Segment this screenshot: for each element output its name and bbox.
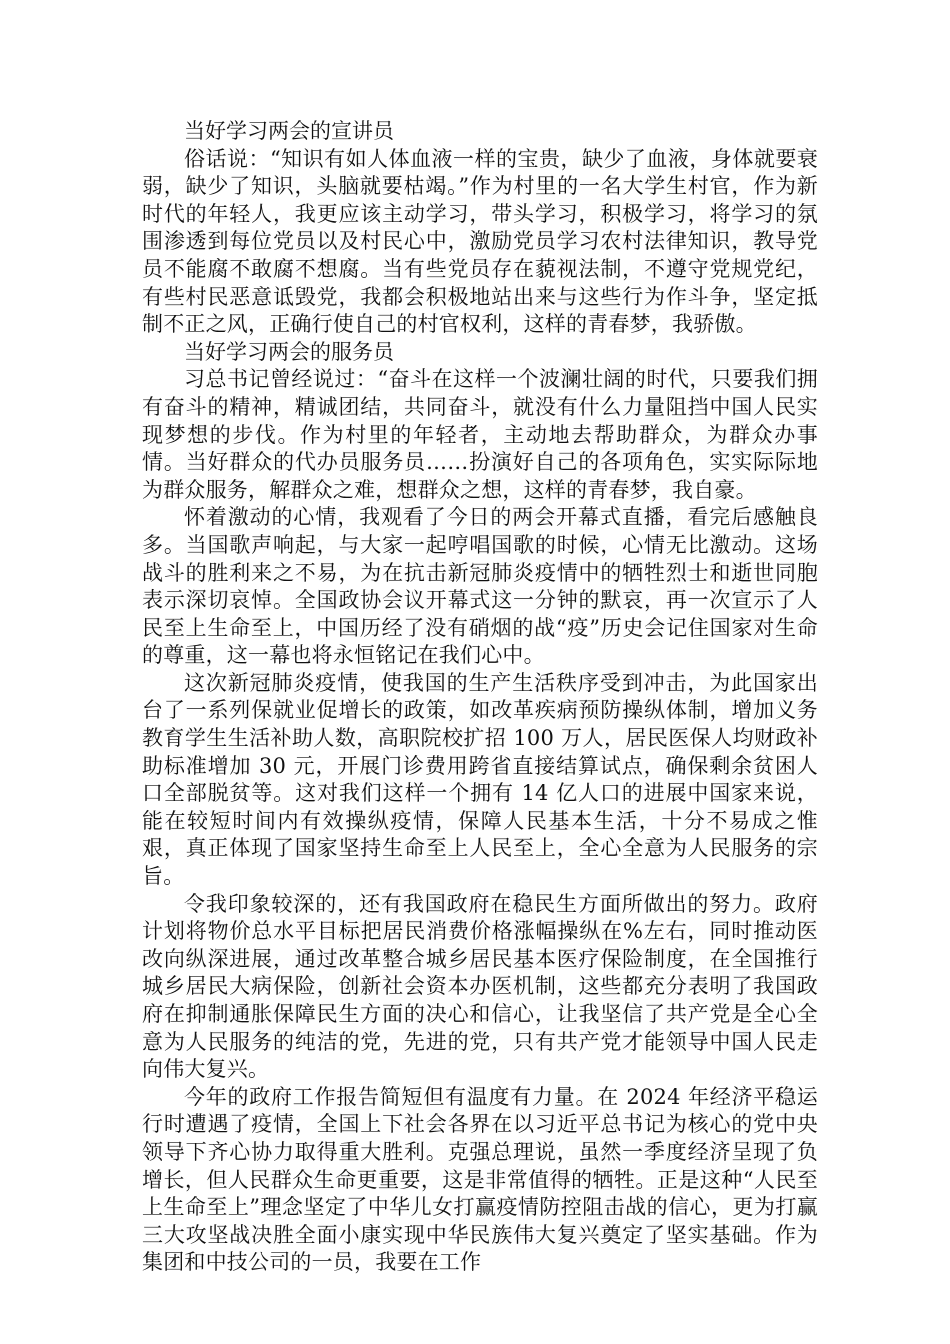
paragraph-5: 令我印象较深的，还有我国政府在稳民生方面所做出的努力。政府计划将物价总水平目标把居民消费价格涨幅操纵在%左右，同时推动医改向纵深进展，通过改革整合城乡居民基本医疗保险制度，在全国推行城乡居民大病保险，创新社会资本办医机制，这些都充分表明了我国政府在抑制通胀保障民生方面的决心和信心，让我坚信了共产党是全心全意为人民服务的纯洁的党，先进的党，只有共产党才能领导中国人民走向伟大复兴。 — [142, 891, 818, 1082]
paragraph-4: 这次新冠肺炎疫情，使我国的生产生活秩序受到冲击，为此国家出台了一系列保就业促增长的政策，如改革疾病预防操纵体制，增加义务教育学生生活补助人数，高职院校扩招 100 万人，居民医保人均财政补助标准增加 30 元，开展门诊费用跨省直接结算试点，确保剩余贫困人口全部脱贫等。这对我们这样一个拥有 14 亿人口的进展中国家来说，能在较短时间内有效操纵疫情，保障人民基本生活，十分不易成之惟艰，真正体现了国家坚持生命至上人民至上，全心全意为人民服务的宗旨。 — [142, 670, 818, 889]
section-heading-2: 当好学习两会的服务员 — [184, 339, 394, 364]
paragraph-6: 今年的政府工作报告简短但有温度有力量。在 2024 年经济平稳运行时遭遇了疫情，全国上下社会各界在以习近平总书记为核心的党中央领导下齐心协力取得重大胜利。克强总理说，虽然一季度经济呈现了负增长，但人民群众生命更重要，这是非常值得的牺牲。正是这种“人民至上生命至上”理念坚定了中华儿女打赢疫情防控阻击战的信心，更为打赢三大攻坚战决胜全面小康实现中华民族伟大复兴奠定了坚实基础。作为集团和中技公司的一员，我要在工作 — [142, 1084, 818, 1275]
document-page — [142, 118, 818, 1277]
paragraph-3: 怀着激动的心情，我观看了今日的两会开幕式直播，看完后感触良多。当国歌声响起，与大家一起哼唱国歌的时候，心情无比激动。这场战斗的胜利来之不易，为在抗击新冠肺炎疫情中的牺牲烈士和逝世同胞表示深切哀悼。全国政协会议开幕式这一分钟的默哀，再一次宣示了人民至上生命至上，中国历经了没有硝烟的战“疫”历史会记住国家对生命的尊重，这一幕也将永恒铭记在我们心中。 — [142, 505, 818, 668]
section-heading-1: 当好学习两会的宣讲员 — [184, 119, 394, 143]
paragraph-2: 习总书记曾经说过：“奋斗在这样一个波澜壮阔的时代，只要我们拥有奋斗的精神，精诚团结，共同奋斗，就没有什么力量阻挡中国人民实现梦想的步伐。作为村里的年轻者，主动地去帮助群众，为群众办事情。当好群众的代办员服务员……扮演好自己的各项角色，实实际际地为群众服务，解群众之难，想群众之想，这样的青春梦，我自豪。 — [142, 367, 818, 502]
paragraph-1: 俗话说：“知识有如人体血液一样的宝贵，缺少了血液，身体就要衰弱，缺少了知识，头脑就要枯竭。”作为村里的一名大学生村官，作为新时代的年轻人，我更应该主动学习，带头学习，积极学习，将学习的氛围渗透到每位党员以及村民心中，激励党员学习农村法律知识，教导党员不能腐不敢腐不想腐。当有些党员存在藐视法制，不遵守党规党纪，有些村民恶意诋毁党，我都会积极地站出来与这些行为作斗争，坚定抵制不正之风，正确行使自己的村官权利，这样的青春梦，我骄傲。 — [142, 146, 818, 337]
